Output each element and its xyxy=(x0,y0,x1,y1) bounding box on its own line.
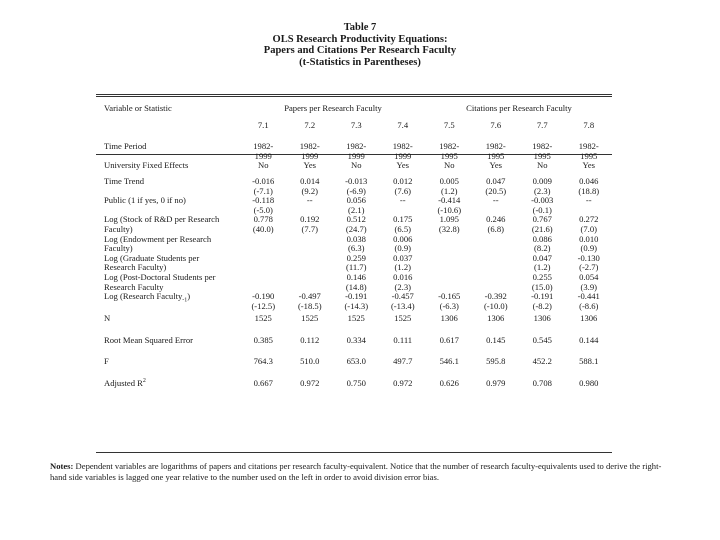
table-row xyxy=(96,379,612,389)
model-header-row xyxy=(96,121,612,143)
coef-cell xyxy=(240,273,287,283)
table-cell: 0.111 xyxy=(393,334,413,345)
coef-cell: 0.006 xyxy=(393,233,413,244)
coef-cell: 0.047 xyxy=(532,252,552,263)
table-cell: 1999 xyxy=(254,150,272,161)
model-number: 7.5 xyxy=(443,119,455,130)
tstat-cell: (-10.6) xyxy=(437,204,462,215)
row-label: Public (1 if yes, 0 if no) xyxy=(104,195,186,206)
tstat-cell xyxy=(240,244,287,254)
coef-cell: -0.457 xyxy=(391,291,414,302)
table-title xyxy=(0,22,720,68)
title-line-3: Papers and Citations Per Research Faculty xyxy=(263,45,457,56)
coef-cell: -- xyxy=(492,195,499,206)
notes-text: Dependent variables are logarithms of papers and citations per research faculty-equivalent. Notice that the number of research faculty-equivalents used to derive the right-hand side variables is lagged one year relative to the number used on the left in order to avoid division error bias. xyxy=(50,461,662,482)
tstat-cell: (20.5) xyxy=(485,185,507,196)
title-line-2: OLS Research Productivity Equations: xyxy=(272,33,448,45)
tstat-cell: (3.9) xyxy=(580,281,597,292)
coef-cell: -- xyxy=(585,195,592,206)
model-number: 7.1 xyxy=(257,119,269,130)
coef-cell: -0.441 xyxy=(577,291,600,302)
tstat-cell: (9.2) xyxy=(301,185,318,196)
title-line-4: (t-Statistics in Parentheses) xyxy=(299,56,421,68)
coef-cell: -0.190 xyxy=(252,291,275,302)
coef-cell: 0.038 xyxy=(346,233,366,244)
coef-cell xyxy=(240,235,287,245)
table-cell: 0.617 xyxy=(439,334,459,345)
table-cell: 0.144 xyxy=(579,334,599,345)
table-cell: 1999 xyxy=(301,150,319,161)
coef-cell: -0.414 xyxy=(438,195,461,206)
table-cell: 1999 xyxy=(394,150,412,161)
table-cell: 1982- xyxy=(578,141,599,152)
coef-cell xyxy=(473,273,520,283)
tstat-cell xyxy=(287,263,334,273)
table-row xyxy=(96,357,612,367)
coef-cell: 0.016 xyxy=(393,271,413,282)
table-cell: 1995 xyxy=(580,150,598,161)
model-number: 7.7 xyxy=(536,119,548,130)
coef-cell: 0.146 xyxy=(346,271,366,282)
coef-cell: 1.095 xyxy=(439,214,459,225)
tstat-cell: (11.7) xyxy=(346,262,367,273)
coef-cell: 0.010 xyxy=(579,233,599,244)
regression-table xyxy=(96,104,612,389)
tstat-cell xyxy=(240,263,287,273)
tstat-cell: (6.8) xyxy=(487,223,504,234)
coef-cell: -0.130 xyxy=(577,252,600,263)
table-cell: 1982- xyxy=(299,141,320,152)
row-label: University Fixed Effects xyxy=(104,160,189,171)
coef-cell: 0.272 xyxy=(579,214,599,225)
coef-cell: 0.012 xyxy=(393,175,413,186)
table-cell: 1995 xyxy=(487,150,505,161)
table-row xyxy=(96,314,612,324)
coef-cell: -0.497 xyxy=(298,291,321,302)
row-label: Log (Research Faculty$_{-1}$) xyxy=(104,291,191,304)
tstat-cell: (0.9) xyxy=(580,243,597,254)
table-cell: No xyxy=(350,160,362,171)
table-cell: 1982- xyxy=(346,141,367,152)
table-cell: 0.112 xyxy=(300,334,320,345)
table-row xyxy=(96,336,612,346)
table-cell: 653.0 xyxy=(346,356,366,367)
tstat-cell: (-10.0) xyxy=(483,300,508,311)
row-label: Log (Post-Doctoral Students per xyxy=(104,271,216,282)
coef-cell xyxy=(473,235,520,245)
table-cell: 0.667 xyxy=(253,378,273,389)
tstat-cell: (15.0) xyxy=(531,281,553,292)
coef-cell: 0.175 xyxy=(393,214,413,225)
coef-cell: 0.778 xyxy=(253,214,273,225)
row-label: Faculty) xyxy=(104,243,133,254)
tstat-cell: (-6.9) xyxy=(346,185,366,196)
coef-cell: 0.046 xyxy=(579,175,599,186)
coef-cell: 0.259 xyxy=(346,252,366,263)
coef-cell: -0.003 xyxy=(531,195,554,206)
model-number: 7.3 xyxy=(350,119,362,130)
citations-group-header: Citations per Research Faculty xyxy=(466,103,572,113)
table-cell: 510.0 xyxy=(300,356,320,367)
coef-cell: 0.056 xyxy=(346,195,366,206)
tstat-cell xyxy=(473,244,520,254)
tstat-cell xyxy=(426,244,473,254)
table-cell: 1525 xyxy=(394,313,412,324)
tstat-cell: (7.7) xyxy=(301,223,318,234)
table-cell: Yes xyxy=(396,160,409,171)
coef-cell: 0.192 xyxy=(300,214,320,225)
coef-cell: 0.086 xyxy=(532,233,552,244)
coef-cell: -- xyxy=(306,195,313,206)
row-label: Time Trend xyxy=(104,175,145,186)
tstat-cell: (32.8) xyxy=(438,223,460,234)
model-number: 7.4 xyxy=(397,119,409,130)
tstat-cell: (-2.7) xyxy=(579,262,599,273)
coef-cell: -- xyxy=(399,195,406,206)
row-label: Research Faculty xyxy=(104,281,164,292)
table-cell: Yes xyxy=(582,160,595,171)
tstat-cell: (7.6) xyxy=(394,185,411,196)
tstat-cell: (1.2) xyxy=(394,262,411,273)
group-header-row xyxy=(96,104,612,121)
notes-label: Notes: xyxy=(50,461,74,471)
table-cell: 497.7 xyxy=(393,356,413,367)
tstat-cell: (-8.2) xyxy=(532,300,552,311)
tstat-cell: (2.1) xyxy=(348,204,365,215)
row-label: N xyxy=(104,313,111,324)
row-label: Log (Stock of R&D per Research xyxy=(104,214,220,225)
table-cell: 764.3 xyxy=(253,356,273,367)
coef-cell xyxy=(287,273,334,283)
top-rule xyxy=(96,94,612,97)
model-number: 7.8 xyxy=(583,119,595,130)
row-label: Faculty) xyxy=(104,223,133,234)
papers-group-header: Papers per Research Faculty xyxy=(284,103,382,113)
table-cell: 0.708 xyxy=(532,378,552,389)
table-cell: 1982- xyxy=(253,141,274,152)
row-label: Log (Endowment per Research xyxy=(104,233,212,244)
coef-cell: 0.255 xyxy=(532,271,552,282)
coef-cell xyxy=(426,235,473,245)
tstat-cell: (6.5) xyxy=(394,223,411,234)
tstat-cell: (0.9) xyxy=(394,243,411,254)
model-number: 7.6 xyxy=(490,119,502,130)
coef-cell xyxy=(473,254,520,264)
table-row xyxy=(96,302,612,312)
tstat-cell xyxy=(426,263,473,273)
table-notes xyxy=(50,461,670,482)
tstat-cell xyxy=(287,244,334,254)
table-cell: No xyxy=(257,160,269,171)
table-cell: 0.334 xyxy=(346,334,366,345)
table-cell: 1982- xyxy=(439,141,460,152)
coef-cell: -0.165 xyxy=(438,291,461,302)
table-cell: 0.145 xyxy=(486,334,506,345)
tstat-cell: (18.8) xyxy=(578,185,600,196)
coef-cell: -0.016 xyxy=(252,175,275,186)
tstat-cell: (1.2) xyxy=(441,185,458,196)
table-cell: 0.979 xyxy=(486,378,506,389)
table-cell: 452.2 xyxy=(532,356,552,367)
tstat-cell: (40.0) xyxy=(252,223,274,234)
table-cell: 0.545 xyxy=(532,334,552,345)
table-cell: 1306 xyxy=(440,313,458,324)
coef-cell xyxy=(426,254,473,264)
table-cell: 0.980 xyxy=(579,378,599,389)
model-number: 7.2 xyxy=(304,119,316,130)
tstat-cell: (21.6) xyxy=(531,223,553,234)
table-cell: 0.385 xyxy=(253,334,273,345)
tstat-cell: (-14.3) xyxy=(344,300,369,311)
table-cell: No xyxy=(443,160,455,171)
table-cell: 1999 xyxy=(347,150,365,161)
table-cell: 1525 xyxy=(254,313,272,324)
table-cell: 1525 xyxy=(301,313,319,324)
row-label: Root Mean Squared Error xyxy=(104,334,194,345)
table-cell: 0.972 xyxy=(393,378,413,389)
tstat-cell: (14.8) xyxy=(345,281,367,292)
coef-cell: 0.246 xyxy=(486,214,506,225)
tstat-cell: (6.3) xyxy=(348,243,365,254)
coef-cell: 0.014 xyxy=(300,175,320,186)
tstat-cell: (8.2) xyxy=(534,243,551,254)
tstat-cell xyxy=(473,263,520,273)
table-cell: 1995 xyxy=(533,150,551,161)
tstat-cell: (7.0) xyxy=(580,223,597,234)
tstat-cell: (-5.0) xyxy=(253,204,273,215)
coef-cell: 0.512 xyxy=(346,214,366,225)
table-cell: 1982- xyxy=(532,141,553,152)
coef-cell: -0.191 xyxy=(531,291,554,302)
tstat-cell: (2.3) xyxy=(534,185,551,196)
table-cell: 0.972 xyxy=(300,378,320,389)
table-cell: No xyxy=(536,160,548,171)
row-label: F xyxy=(104,356,109,367)
tstat-cell: (-13.4) xyxy=(390,300,415,311)
table-cell: 1306 xyxy=(580,313,598,324)
table-cell: 546.1 xyxy=(439,356,459,367)
table-cell: Yes xyxy=(489,160,502,171)
coef-cell xyxy=(287,235,334,245)
tstat-cell: (24.7) xyxy=(345,223,367,234)
table-cell: 588.1 xyxy=(579,356,599,367)
coef-cell: -0.191 xyxy=(345,291,368,302)
tstat-cell: (-18.5) xyxy=(297,300,322,311)
table-cell: 0.626 xyxy=(439,378,459,389)
table-cell: 595.8 xyxy=(486,356,506,367)
coef-cell xyxy=(426,273,473,283)
coef-cell xyxy=(240,254,287,264)
table-cell: 1306 xyxy=(487,313,505,324)
coef-cell: 0.047 xyxy=(486,175,506,186)
coef-cell: 0.005 xyxy=(439,175,459,186)
tstat-cell: (-8.6) xyxy=(579,300,599,311)
coef-cell: -0.013 xyxy=(345,175,368,186)
table-row xyxy=(96,161,612,171)
row-label: Adjusted $R^2$ xyxy=(104,378,146,389)
table-cell: 1982- xyxy=(485,141,506,152)
tstat-cell: (-0.1) xyxy=(532,204,552,215)
table-cell: 1306 xyxy=(533,313,551,324)
tstat-cell: (-12.5) xyxy=(251,300,276,311)
row-label: Time Period xyxy=(104,141,147,152)
row-label: Log (Graduate Students per xyxy=(104,252,200,263)
tstat-cell: (-7.1) xyxy=(253,185,273,196)
coef-cell: 0.009 xyxy=(532,175,552,186)
table-cell: 1995 xyxy=(440,150,458,161)
bottom-rule xyxy=(96,452,612,453)
coef-cell: -0.118 xyxy=(252,195,275,206)
coef-cell xyxy=(287,254,334,264)
coef-cell: -0.392 xyxy=(484,291,507,302)
coef-cell: 0.037 xyxy=(393,252,413,263)
title-line-1: Table 7 xyxy=(343,22,377,33)
tstat-cell: (-6.3) xyxy=(439,300,459,311)
table-cell: 1525 xyxy=(347,313,365,324)
table-cell: Yes xyxy=(303,160,316,171)
coef-cell: 0.054 xyxy=(579,271,599,282)
table-cell: 1982- xyxy=(392,141,413,152)
coef-cell: 0.767 xyxy=(532,214,552,225)
table-cell: 0.750 xyxy=(346,378,366,389)
row-label: Research Faculty) xyxy=(104,262,167,273)
tstat-cell: (2.3) xyxy=(394,281,411,292)
tstat-cell: (1.2) xyxy=(534,262,551,273)
variable-col-header: Variable or Statistic xyxy=(104,103,172,113)
